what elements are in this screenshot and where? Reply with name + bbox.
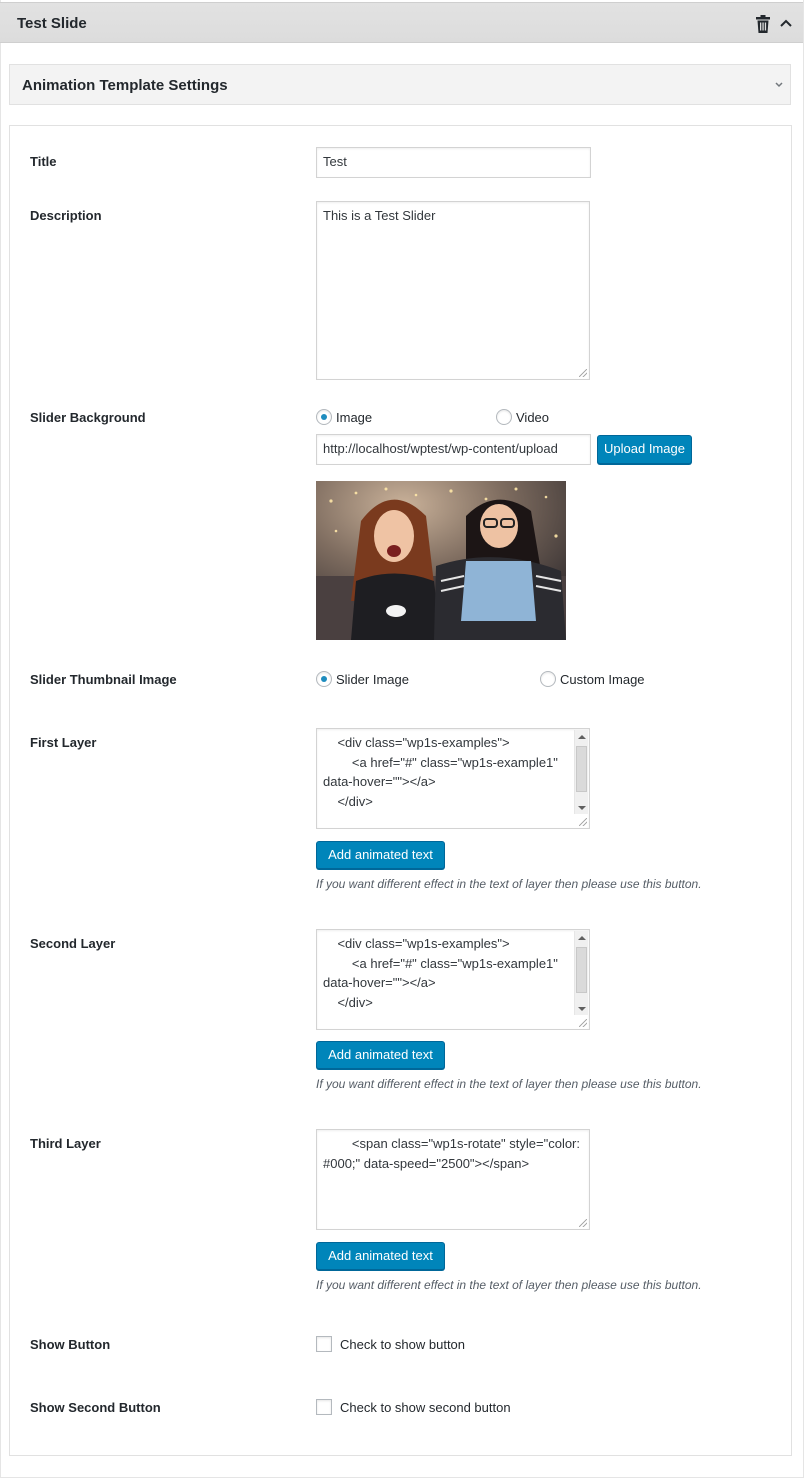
description-textarea[interactable] <box>316 201 590 380</box>
radio-video-label[interactable]: Video <box>516 410 550 425</box>
first-layer-label: First Layer <box>30 735 97 750</box>
slider-background-label: Slider Background <box>30 410 146 425</box>
second-layer-code: <div class="wp1s-examples"> <a href="#" class="wp1s-example1" data-hover=""></a> </div> <box>323 936 558 1010</box>
scroll-up-icon[interactable] <box>578 735 586 739</box>
scroll-down-icon[interactable] <box>578 1007 586 1011</box>
first-layer-hint: If you want different effect in the text of layer then please use this button. <box>316 877 702 891</box>
show-button-checkbox[interactable] <box>316 1336 332 1352</box>
resize-handle-icon[interactable] <box>579 369 587 377</box>
title-label: Title <box>30 154 57 169</box>
third-layer-textarea[interactable] <box>316 1129 590 1230</box>
show-second-button-checkbox-label[interactable]: Check to show second button <box>340 1400 511 1415</box>
first-layer-code: <div class="wp1s-examples"> <a href="#" class="wp1s-example1" data-hover=""></a> </div> <box>323 735 558 809</box>
resize-handle-icon[interactable] <box>579 1019 587 1027</box>
second-layer-textarea[interactable] <box>316 929 590 1030</box>
radio-slider-image-label[interactable]: Slider Image <box>336 672 409 687</box>
section-header[interactable] <box>9 64 791 105</box>
third-layer-label: Third Layer <box>30 1136 101 1151</box>
slider-thumbnail-label: Slider Thumbnail Image <box>30 672 177 687</box>
trash-icon[interactable] <box>755 15 771 33</box>
radio-image-label[interactable]: Image <box>336 410 373 425</box>
second-layer-add-animated-text-button[interactable]: Add animated text <box>316 1041 445 1069</box>
resize-handle-icon[interactable] <box>579 818 587 826</box>
first-layer-add-animated-text-button[interactable]: Add animated text <box>316 841 445 869</box>
third-layer-code: <span class="wp1s-rotate" style="color: #000;" data-speed="2500"></span> <box>323 1136 584 1171</box>
scroll-thumb[interactable] <box>576 947 587 993</box>
section-title: Animation Template Settings <box>22 77 228 94</box>
second-layer-hint: If you want different effect in the text of layer then please use this button. <box>316 1077 702 1091</box>
caret-up-icon[interactable] <box>779 17 793 29</box>
radio-custom-image-label[interactable]: Custom Image <box>560 672 645 687</box>
show-button-checkbox-label[interactable]: Check to show button <box>340 1337 466 1352</box>
radio-custom-image[interactable] <box>540 671 556 687</box>
show-button-label: Show Button <box>30 1337 111 1352</box>
scroll-down-icon[interactable] <box>578 806 586 810</box>
first-layer-scrollbar[interactable] <box>574 730 588 814</box>
third-layer-hint: If you want different effect in the text of layer then please use this button. <box>316 1278 702 1292</box>
third-layer-add-animated-text-button[interactable]: Add animated text <box>316 1242 445 1270</box>
upload-image-button[interactable]: Upload Image <box>597 435 692 464</box>
resize-handle-icon[interactable] <box>579 1219 587 1227</box>
image-url-input[interactable]: http://localhost/wptest/wp-content/upload <box>316 434 591 465</box>
second-layer-scrollbar[interactable] <box>574 931 588 1015</box>
radio-image[interactable] <box>316 409 332 425</box>
slide-title: Test Slide <box>17 15 87 32</box>
scroll-thumb[interactable] <box>576 746 587 792</box>
description-text: This is a Test Slider <box>323 208 436 223</box>
radio-video[interactable] <box>496 409 512 425</box>
second-layer-label: Second Layer <box>30 936 116 951</box>
slide-header[interactable] <box>0 2 803 43</box>
radio-slider-image[interactable] <box>316 671 332 687</box>
caret-down-icon[interactable] <box>774 81 784 89</box>
background-preview-image <box>316 481 566 640</box>
show-second-button-checkbox[interactable] <box>316 1399 332 1415</box>
show-second-button-label: Show Second Button <box>30 1400 161 1415</box>
description-label: Description <box>30 208 102 223</box>
scroll-up-icon[interactable] <box>578 936 586 940</box>
title-input[interactable]: Test <box>316 147 591 178</box>
first-layer-textarea[interactable] <box>316 728 590 829</box>
